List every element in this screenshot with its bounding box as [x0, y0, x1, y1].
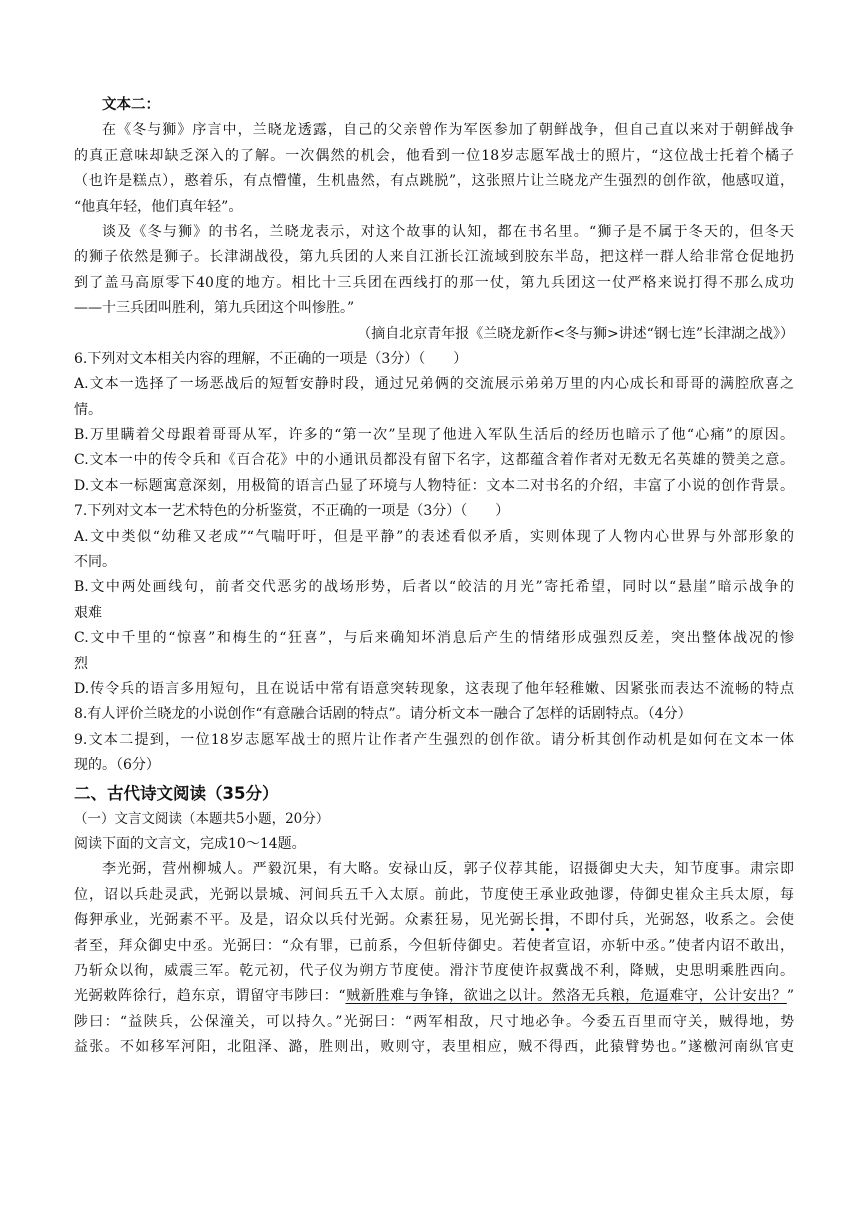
question-7-option-b-line2: 艰难: [74, 604, 102, 621]
text2-para2-line4: ——十三兵团叫胜利，第九兵团这个叫惨胜。”: [74, 300, 355, 317]
classical-text-line6-start: 光弼敕阵徐行，趋东京，谓留守韦陟曰：“: [74, 988, 346, 1005]
text2-para1-line4: “他真年轻，他们真年轻”。: [74, 198, 243, 215]
classical-text-line3-end: ，不即付兵，光弼怒，收系之。会使: [554, 912, 794, 929]
question-7-stem: 7.下列对文本一艺术特色的分析鉴赏，不正确的一项是（3分）（ ）: [74, 503, 510, 520]
subsection-1-title: （一）文言文阅读（本题共5小题，20分）: [74, 810, 330, 827]
question-9-line2: 现的。（6分）: [74, 757, 160, 774]
question-7-option-a-line2: 不同。: [74, 554, 116, 571]
question-7-option-a-line1: A.文中类似“幼稚又老成”“气喘吁吁，但是平静”的表述看似矛盾，实则体现了人物内心世界与外部形象的: [74, 528, 794, 545]
question-6-option-a-line2: 情。: [74, 401, 102, 418]
classical-text-line4: 者至，拜众御史中丞。光弼曰：“众有罪，已前系，今但斩侍御史。若使者宣诏，亦斩中丞。”使者内诏不敢出，: [74, 937, 794, 954]
question-7-option-b-line1: B.文中两处画线句，前者交代恶劣的战场形势，后者以“皎洁的月光”寄托希望，同时以“悬崖”暗示战争的: [74, 579, 794, 596]
text2-para2-line1: 谈及《冬与狮》的书名，兰晓龙表示，对这个故事的认知，都在书名里。“狮子是不属于冬天的，但冬天: [102, 223, 794, 240]
text2-source: （摘自北京青年报《兰晓龙新作<冬与狮>讲述“钢七连”长津湖之战》）: [357, 325, 794, 342]
text2-para2-line3: 到了盖马高原零下40度的地方。相比十三兵团在西线打的那一仗，第九兵团这一仗严格来说打得不那么成功: [74, 274, 794, 291]
reading-instruction: 阅读下面的文言文，完成10～14题。: [74, 835, 306, 852]
emphasis-char-yi: 揖: [539, 912, 555, 929]
question-7-option-c-line1: C.文中千里的“惊喜”和梅生的“狂喜”，与后来确知坏消息后产生的情绪形成强烈反差，突出整体战况的惨: [74, 630, 794, 647]
classical-text-line3-start: 侮狎承业，光弼素不平。及是，诏众以兵付光弼。众素狂易，见光弼: [74, 912, 525, 929]
underlined-sentence: 贼新胜难与争锋，欲诎之以计。然洛无兵粮，危逼难守，公计安出？: [345, 988, 787, 1005]
classical-text-line1: 李光弼，营州柳城人。严毅沉果，有大略。安禄山反，郭子仪荐其能，诏摄御史大夫，知节度事。肃宗即: [102, 861, 794, 878]
question-6-option-c: C.文本一中的传令兵和《百合花》中的小通讯员都没有留下名字，这都蕴含着作者对无数无名英雄的赞美之意。: [74, 452, 794, 469]
classical-text-line5: 乃斩众以徇，威震三军。乾元初，代子仪为朔方节度使。滑汴节度使许叔冀战不利，降贼，史思明乘胜西向。: [74, 962, 794, 979]
text2-heading: 文本二：: [102, 97, 160, 113]
classical-text-line6: [74, 984, 794, 1009]
question-6-option-d: D.文本一标题寓意深刻，用极简的语言凸显了环境与人物特征：文本二对书名的介绍，丰富了小说的创作背景。: [74, 477, 794, 494]
question-7-option-d: D.传令兵的语言多用短句，且在说话中常有语意突转现象，这表现了他年轻稚嫩、因紧张而表达不流畅的特点: [74, 680, 794, 697]
question-6-option-b: B.万里瞒着父母跟着哥哥从军，许多的“第一次”呈现了他进入军队生活后的经历也暗示了他“心痛”的原因。: [74, 427, 794, 444]
text2-para1-line1: 在《冬与狮》序言中，兰晓龙透露，自己的父亲曾作为军医参加了朝鲜战争，但自己直以来对于朝鲜战争: [102, 122, 794, 139]
classical-text-line6-end: ”: [786, 988, 794, 1005]
classical-text-line3: [74, 908, 794, 933]
exam-page: [74, 93, 794, 1060]
emphasis-char-chang: 长: [524, 912, 540, 929]
text2-para2-line2: 的狮子依然是狮子。长津湖战役，第九兵团的人来自江浙长江流域到胶东半岛，把这样一群人给非常仓促地扔: [74, 249, 794, 266]
question-6-option-a-line1: A.文本一选择了一场恶战后的短暂安静时段，通过兄弟俩的交流展示弟弟万里的内心成长和哥哥的满腔欣喜之: [74, 376, 794, 393]
classical-text-line2: 位，诏以兵赴灵武，光弼以景城、河间兵五千入太原。前此，节度使王承业政弛谬，侍御史崔众主兵太原，每: [74, 886, 794, 903]
text2-para1-line2: 的真正意味却缺乏深入的了解。一次偶然的机会，他看到一位18岁志愿军战士的照片，“这位战士托着个橘子: [74, 147, 794, 164]
question-7-option-c-line2: 烈: [74, 655, 88, 672]
question-6-stem: 6.下列对文本相关内容的理解，不正确的一项是（3分）（ ）: [74, 350, 468, 367]
classical-text-line7: 陟曰：“益陕兵，公保潼关，可以持久。”光弼曰：“两军相敌，尺寸地必争。今委五百里而守关，贼得地，势: [74, 1013, 794, 1030]
classical-text-line8: 益张。不如移军河阳，北阻泽、潞，胜则出，败则守，表里相应，贼不得西，此猿臂势也。”遂檄河南纵官吏: [74, 1039, 794, 1056]
section-2-title: 二、古代诗文阅读（35分）: [74, 783, 279, 803]
question-9-line1: 9.文本二提到，一位18岁志愿军战士的照片让作者产生强烈的创作欲。请分析其创作动机是如何在文本一体: [74, 731, 794, 748]
text2-para1-line3: （也许是糕点），憨着乐，有点懵懂，生机蛊然，有点跳脱”，这张照片让兰晓龙产生强烈的创作欲，他感叹道，: [74, 173, 794, 190]
question-8: 8.有人评价兰晓龙的小说创作“有意融合话剧的特点”。请分析文本一融合了怎样的话剧特点。（4分）: [74, 706, 692, 723]
